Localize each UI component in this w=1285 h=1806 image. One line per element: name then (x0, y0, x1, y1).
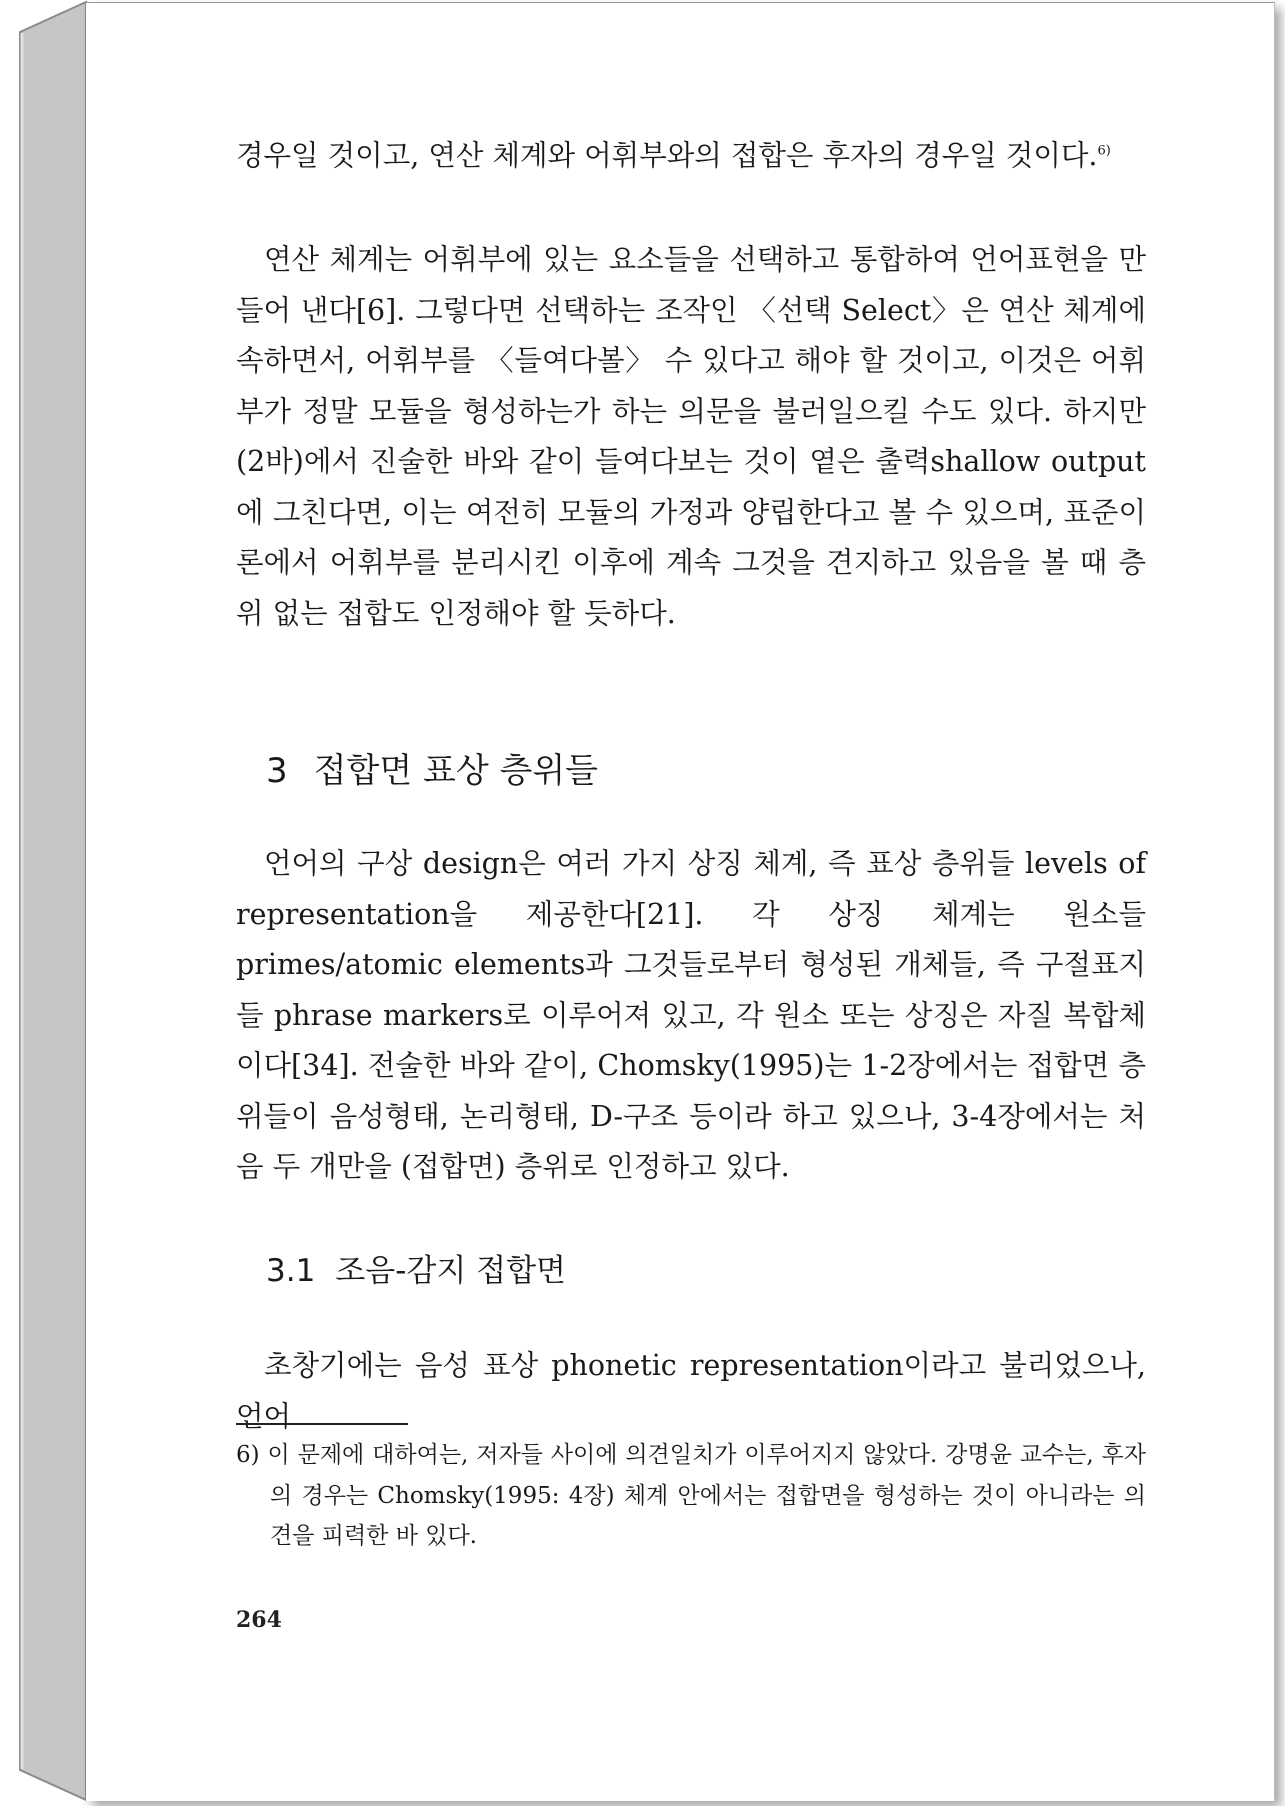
subsection-number: 3.1 (266, 1253, 316, 1289)
paragraph-2: 연산 체계는 어휘부에 있는 요소들을 선택하고 통합하여 언어표현을 만들어 낸다[6]. 그렇다면 선택하는 조작인 〈선택 Select〉은 연산 체계에 속하면서, 어휘부를 〈들여다볼〉 수 있다고 해야 할 것이고, 이것은 어휘부가 정말 모듈을 형성하는가 하는 의문을 불러일으킬 수도 있다. 하지만 (2바)에서 진술한 바와 같이 들여다보는 것이 옅은 출력shallow output에 그친다면, 이는 여전히 모듈의 가정과 양립한다고 볼 수 있으며, 표준이론에서 어휘부를 분리시킨 이후에 계속 그것을 견지하고 있음을 볼 때 층위 없는 접합도 인정해야 할 듯하다. (236, 243, 1146, 630)
page-number: 264 (236, 1607, 282, 1633)
footnote-6: 6) 이 문제에 대하여는, 저자들 사이에 의견일치가 이루어지지 않았다. 강명윤 교수는, 후자의 경우는 Chomsky(1995: 4장) 체계 안에서는 접합면을 형성하는 것이 아니라는 의견을 피력한 바 있다. (236, 1442, 1146, 1549)
book-page (86, 2, 1275, 1801)
paragraph-continued (236, 131, 1146, 182)
section-heading-3 (266, 743, 598, 792)
paragraph-3: 언어의 구상 design은 여러 가지 상징 체계, 즉 표상 층위들 levels of representation을 제공한다[21]. 각 상징 체계는 원소들 primes/atomic elements과 그것들로부터 형성된 개체들, 즉 구절표지들 phrase markers로 이루어져 있고, 각 원소 또는 상징은 자질 복합체이다[34]. 전술한 바와 같이, Chomsky(1995)는 1-2장에서는 접합면 층위들이 음성형태, 논리형태, D-구조 등이라 하고 있으나, 3-4장에서는 처음 두 개만을 (접합면) 층위로 인정하고 있다. (236, 847, 1146, 1183)
footnote-rule (236, 1423, 408, 1425)
section-title: 접합면 표상 층위들 (313, 751, 599, 791)
subsection-title: 조음-감지 접합면 (335, 1253, 566, 1289)
paragraph-4: 초창기에는 음성 표상 phonetic representation이라고 불리었으나, 언어 (236, 1349, 1146, 1433)
subsection-heading-3-1 (266, 1245, 566, 1290)
footnote-reference: 6) (1097, 143, 1111, 159)
paragraph-text: 경우일 것이고, 연산 체계와 어휘부와의 접합은 후자의 경우일 것이다. (236, 139, 1098, 172)
section-number: 3 (266, 751, 288, 791)
book-spine (0, 0, 90, 1806)
